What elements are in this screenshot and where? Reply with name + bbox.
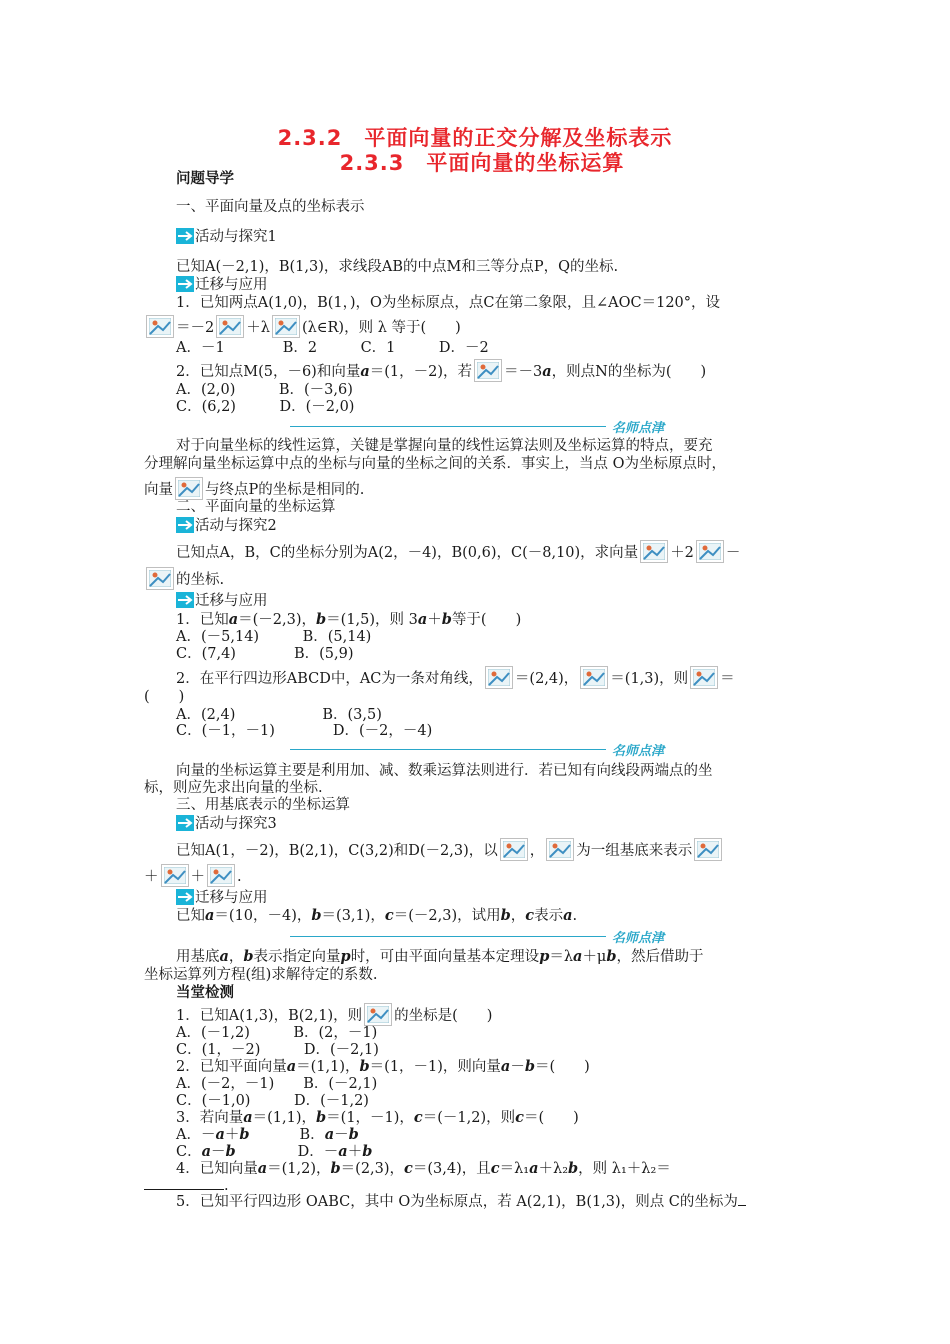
tip-1-line-1: 对于向量坐标的线性运算，关键是掌握向量的线性运算法则及坐标运算的特点，要充 bbox=[176, 438, 713, 454]
activity-2-text-2: 的坐标. bbox=[144, 567, 224, 590]
c3-stem: 3．若向量a＝(1,1)，b＝(1，－1)，c＝(－1,2)，则c＝( ) bbox=[176, 1109, 579, 1126]
arrow-icon bbox=[176, 889, 194, 905]
image-placeholder-icon bbox=[161, 864, 189, 887]
section-1-heading: 一、平面向量及点的坐标表示 bbox=[176, 199, 365, 215]
arrow-icon bbox=[176, 592, 194, 608]
q3-stem: 已知a＝(10，－4)，b＝(3,1)，c＝(－2,3)，试用b，c表示a. bbox=[176, 907, 578, 924]
q2-2-paren: ( ) bbox=[144, 689, 185, 705]
q1-2-stem: 2．已知点M(5，－6)和向量a＝(1，－2)，若 ＝－3a，则点N的坐标为( ) bbox=[176, 359, 706, 382]
image-placeholder-icon bbox=[146, 567, 174, 590]
image-placeholder-icon bbox=[694, 838, 722, 861]
image-placeholder-icon bbox=[175, 477, 203, 500]
image-placeholder-icon bbox=[216, 315, 244, 338]
c1-options-2: C．(1，－2) D．(－2,1) bbox=[176, 1042, 379, 1058]
tip-divider-2 bbox=[290, 742, 720, 758]
c4-answer-blank[interactable]: . bbox=[144, 1177, 229, 1195]
image-placeholder-icon bbox=[690, 666, 718, 689]
c4-stem: 4．已知向量a＝(1,2)，b＝(2,3)，c＝(3,4)，且c＝λ₁a＋λ₂b，则 λ₁＋λ₂＝ bbox=[176, 1160, 671, 1177]
tip-3-line-2: 坐标运算列方程(组)求解待定的系数. bbox=[144, 967, 378, 983]
tip-label: 名师点津 bbox=[612, 931, 665, 946]
tip-label: 名师点津 bbox=[612, 421, 665, 436]
apply-label-1: 迁移与应用 bbox=[176, 276, 268, 294]
image-placeholder-icon bbox=[207, 864, 235, 887]
q1-1-line-2: ＝－2 ＋λ (λ∈R)，则 λ 等于( ) bbox=[144, 315, 461, 338]
section-3-heading: 三、用基底表示的坐标运算 bbox=[176, 797, 350, 813]
c2-options-2: C．(－1,0) D．(－1,2) bbox=[176, 1093, 369, 1109]
check-heading: 当堂检测 bbox=[176, 985, 234, 1001]
q1-1-options: A．－1 B．2 C．1 D．－2 bbox=[176, 340, 489, 356]
arrow-icon bbox=[176, 228, 194, 244]
q2-1-options-2: C．(7,4) B．(5,9) bbox=[176, 646, 354, 662]
image-placeholder-icon bbox=[474, 359, 502, 382]
c5-stem: 5．已知平行四边形 OABC，其中 O为坐标原点，若 A(2,1)，B(1,3)，则点 C的坐标为 bbox=[176, 1193, 746, 1211]
q2-1-stem: 1．已知a＝(－2,3)，b＝(1,5)，则 3a＋b等于( ) bbox=[176, 611, 522, 628]
activity-3-text: 已知A(1，－2)，B(2,1)，C(3,2)和D(－2,3)，以 ， 为一组基底来表示 bbox=[176, 838, 724, 861]
tip-2-line-2: 标，则应先求出向量的坐标. bbox=[144, 780, 323, 796]
image-placeholder-icon bbox=[485, 666, 513, 689]
q1-2-options-2: C．(6,2) D．(－2,0) bbox=[176, 399, 355, 415]
title-line-1: 2.3.2 平面向量的正交分解及坐标表示 bbox=[277, 126, 673, 150]
image-placeholder-icon bbox=[640, 540, 668, 563]
apply-label-2: 迁移与应用 bbox=[176, 592, 268, 610]
activity-1-text: 已知A(－2,1)，B(1,3)，求线段AB的中点M和三等分点P，Q的坐标. bbox=[176, 259, 619, 275]
image-placeholder-icon bbox=[546, 838, 574, 861]
c1-stem: 1．已知A(1,3)，B(2,1)，则 的坐标是( ) bbox=[176, 1003, 492, 1026]
tip-1-line-3: 向量 与终点P的坐标是相同的. bbox=[144, 477, 364, 500]
tip-3-line-1: 用基底a，b表示指定向量p时，可由平面向量基本定理设p＝λa＋μb，然后借助于 bbox=[176, 948, 704, 965]
arrow-icon bbox=[176, 815, 194, 831]
activity-2-text: 已知点A，B，C的坐标分别为A(2，－4)，B(0,6)，C(－8,10)，求向量 ＋2 － bbox=[176, 540, 740, 563]
image-placeholder-icon bbox=[500, 838, 528, 861]
section-2-heading: 二、平面向量的坐标运算 bbox=[176, 499, 336, 515]
title-line-2: 2.3.3 平面向量的坐标运算 bbox=[339, 151, 625, 175]
q2-2-options-1: A．(2,4) B．(3,5) bbox=[176, 707, 382, 723]
c2-stem: 2．已知平面向量a＝(1,1)，b＝(1，－1)，则向量a－b＝( ) bbox=[176, 1058, 590, 1075]
activity-1-label: 活动与探究1 bbox=[176, 228, 277, 246]
q2-2-stem: 2．在平行四边形ABCD中，AC为一条对角线， ＝(2,4)， ＝(1,3)，则 ＝ bbox=[176, 666, 735, 689]
q2-2-options-2: C．(－1，－1) D．(－2，－4) bbox=[176, 723, 433, 739]
q1-1-line-1: 1．已知两点A(1,0)，B(1，)，O为坐标原点，点C在第二象限，且∠AOC＝120°，设 bbox=[176, 295, 721, 311]
tip-divider-1 bbox=[290, 419, 720, 435]
image-placeholder-icon bbox=[580, 666, 608, 689]
image-placeholder-icon bbox=[364, 1003, 392, 1026]
c1-options-1: A．(－1,2) B．(2，－1) bbox=[176, 1025, 378, 1041]
q1-2-options-1: A．(2,0) B．(－3,6) bbox=[176, 382, 353, 398]
c3-options-2: C．a－b D．－a＋b bbox=[176, 1143, 373, 1160]
activity-3-label: 活动与探究3 bbox=[176, 815, 277, 833]
apply-label-3: 迁移与应用 bbox=[176, 889, 268, 907]
activity-3-text-2: ＋ ＋ . bbox=[144, 864, 242, 887]
c2-options-1: A．(－2，－1) B．(－2,1) bbox=[176, 1076, 378, 1092]
tip-label: 名师点津 bbox=[612, 744, 665, 759]
arrow-icon bbox=[176, 517, 194, 533]
image-placeholder-icon bbox=[272, 315, 300, 338]
arrow-icon bbox=[176, 276, 194, 292]
guide-heading: 问题导学 bbox=[176, 171, 234, 187]
tip-1-line-2: 分理解向量坐标运算中点的坐标与向量的坐标之间的关系．事实上，当点 O为坐标原点时， bbox=[144, 456, 726, 472]
image-placeholder-icon bbox=[146, 315, 174, 338]
tip-2-line-1: 向量的坐标运算主要是利用加、减、数乘运算法则进行．若已知有向线段两端点的坐 bbox=[176, 763, 713, 779]
image-placeholder-icon bbox=[696, 540, 724, 563]
activity-2-label: 活动与探究2 bbox=[176, 517, 277, 535]
tip-divider-3 bbox=[290, 929, 720, 945]
c3-options-1: A．－a＋b B．a－b bbox=[176, 1126, 359, 1143]
q2-1-options-1: A．(－5,14) B．(5,14) bbox=[176, 629, 372, 645]
